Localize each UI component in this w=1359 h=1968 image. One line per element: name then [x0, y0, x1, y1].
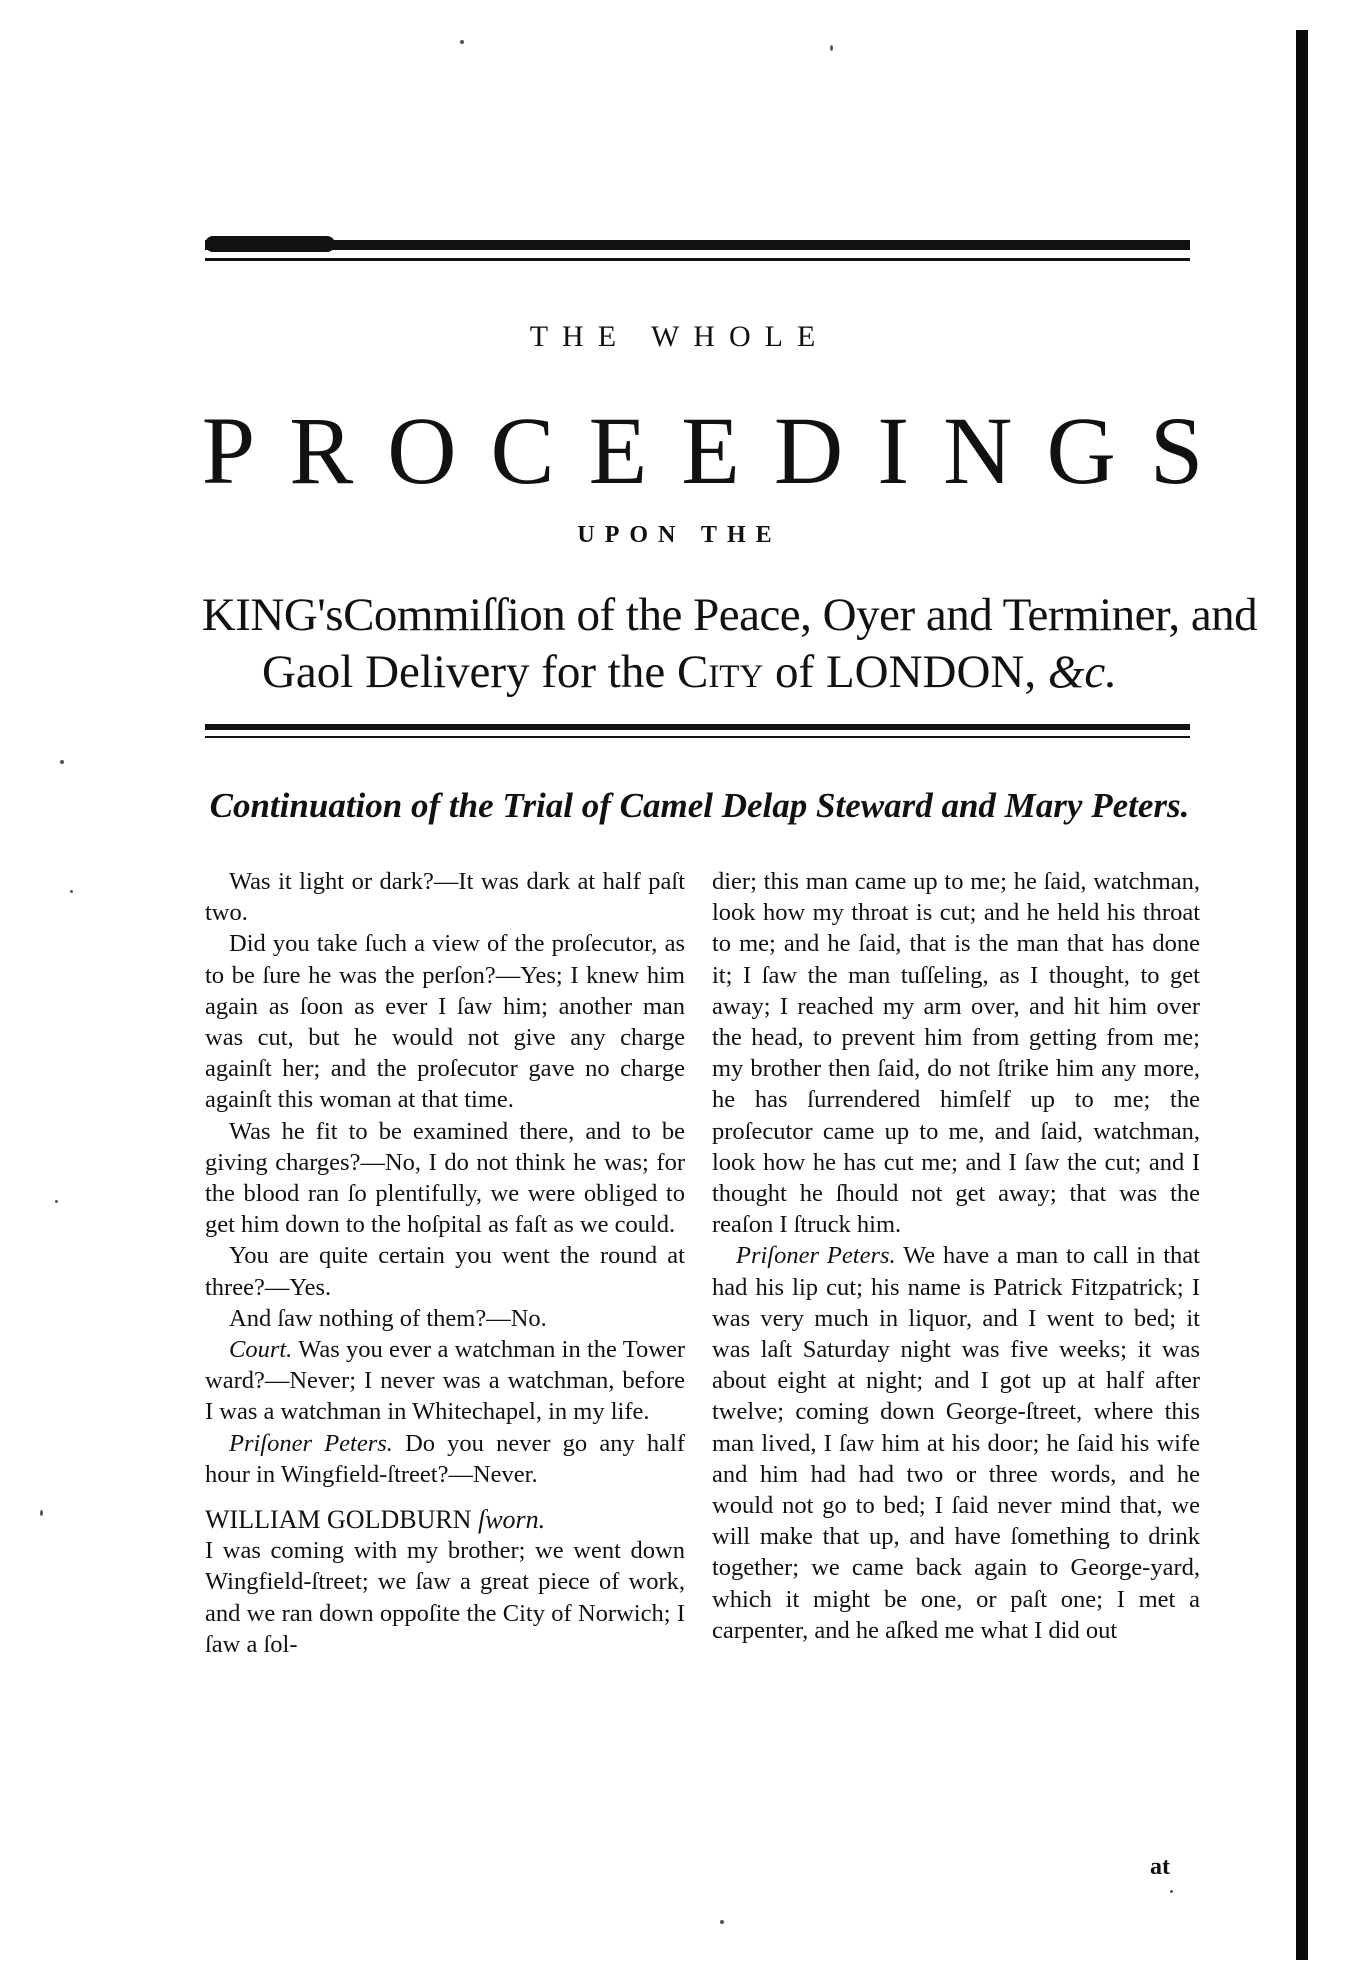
- commission-text: Commiſſion of the Peace, Oyer and Terminer, and: [343, 589, 1258, 641]
- right-paragraph-2: [712, 1240, 1200, 1646]
- commission-king: KING's: [201, 589, 344, 641]
- witness-name: WILLIAM GOLDBURN: [205, 1505, 478, 1535]
- left-paragraph-4: You are quite certain you went the round at three?—Yes.: [205, 1242, 685, 1301]
- title-line-upon-the: UPON THE: [577, 522, 782, 548]
- catchword: at: [1150, 1854, 1170, 1880]
- commission-gaol: Gaol Delivery for the: [261, 646, 677, 698]
- left-paragraph-5: And ſaw nothing of them?—No.: [229, 1304, 547, 1332]
- middle-rule-thin: [205, 736, 1190, 738]
- left-paragraph-7-text: Do you never go any half hour in Wingfield-ſtreet?—Never.: [205, 1429, 685, 1488]
- commission-etc: &c.: [1047, 646, 1118, 698]
- left-paragraph-8: I was coming with my brother; we went down Wingfield-ſtreet; we ſaw a great piece of work, and we ran down oppoſite the City of Norwich; I ſaw a ſol-: [205, 1537, 685, 1658]
- left-paragraph-1: Was it light or dark?—It was dark at half paſt two.: [205, 868, 685, 927]
- commission-line-1: [0, 588, 1359, 642]
- witness-heading: [205, 1504, 685, 1535]
- middle-rule-thick: [205, 724, 1190, 730]
- left-paragraph-6-text: Was you ever a watchman in the Tower ward?—Never; I never was a watchman, before I was a watchman in Whitechapel, in my life.: [205, 1336, 685, 1426]
- right-column: [712, 866, 1200, 1646]
- scan-speck: [70, 890, 73, 893]
- scan-speck: [720, 1920, 724, 1924]
- scan-speck: [830, 45, 833, 51]
- speaker-prisoner-peters: Priſoner Peters.: [229, 1429, 393, 1457]
- title-proceedings: PROCEEDINGS: [201, 397, 1238, 504]
- speaker-prisoner-peters-2: Priſoner Peters.: [736, 1242, 896, 1270]
- commission-city: City: [676, 646, 764, 698]
- scan-speck: [60, 760, 64, 764]
- top-rule-thin: [205, 258, 1190, 261]
- commission-london: of LONDON,: [763, 646, 1048, 698]
- scan-speck: [460, 40, 464, 44]
- speaker-court: Court.: [229, 1336, 293, 1364]
- left-paragraph-3: Was he fit to be examined there, and to be giving charges?—No, I do not think he was; for the blood ran ſo plentifully, we were obliged to get him down to the hoſpital as faſt as we could.: [205, 1117, 685, 1239]
- scan-speck: [1170, 1890, 1173, 1893]
- scan-speck: [55, 1200, 58, 1203]
- title-line-the-whole: THE WHOLE: [529, 320, 830, 353]
- commission-line-2: [0, 645, 1359, 699]
- left-paragraph-6: [205, 1334, 685, 1428]
- scan-speck: [40, 1510, 43, 1516]
- right-paragraph-2-text: We have a man to call in that had his lip cut; his name is Patrick Fitzpatrick; I was very much in liquor, and I went to bed; it was laſt Saturday night was five weeks; it was about eight at night; and I got up at half after twelve; coming down George-ſtreet, where this man lived, I ſaw him at his door; he ſaid his wife and him had had two or three words, and he would not go to bed; I ſaid never mind that, we will make that up, and have ſomething to drink together; we came back again to George-yard, which it might be one, or paſt one; I met a carpenter, and he aſked me what I did out: [712, 1242, 1200, 1644]
- left-paragraph-2: Did you take ſuch a view of the proſecutor, as to be ſure he was the perſon?—Yes; I knew him again as ſoon as ever I ſaw him; another man was cut, but he would not give any charge againſt her; and the proſecutor gave no charge againſt this woman at that time.: [205, 930, 685, 1114]
- top-rule-thick: [205, 240, 1190, 250]
- witness-sworn: ſworn.: [477, 1505, 546, 1535]
- right-paragraph-1: dier; this man came up to me; he ſaid, watchman, look how my throat is cut; and he held his throat to me; and he ſaid, that is the man that has done it; I ſaw the man tuſſeling, as I thought, to get away; I reached my arm over, and hit him over the head, to prevent him from getting from me; my brother then ſaid, do not ſtrike him any more, he has ſurrendered himſelf up to me; the proſecutor came up to me, and ſaid, watchman, look how he has cut me; and I ſaw the cut; and I thought he ſhould not get away; that was the reaſon I ſtruck him.: [712, 868, 1200, 1239]
- continuation-heading: Continuation of the Trial of Camel Delap Steward and Mary Peters.: [209, 786, 1190, 825]
- left-column: [205, 866, 685, 1660]
- left-paragraph-7: [205, 1428, 685, 1490]
